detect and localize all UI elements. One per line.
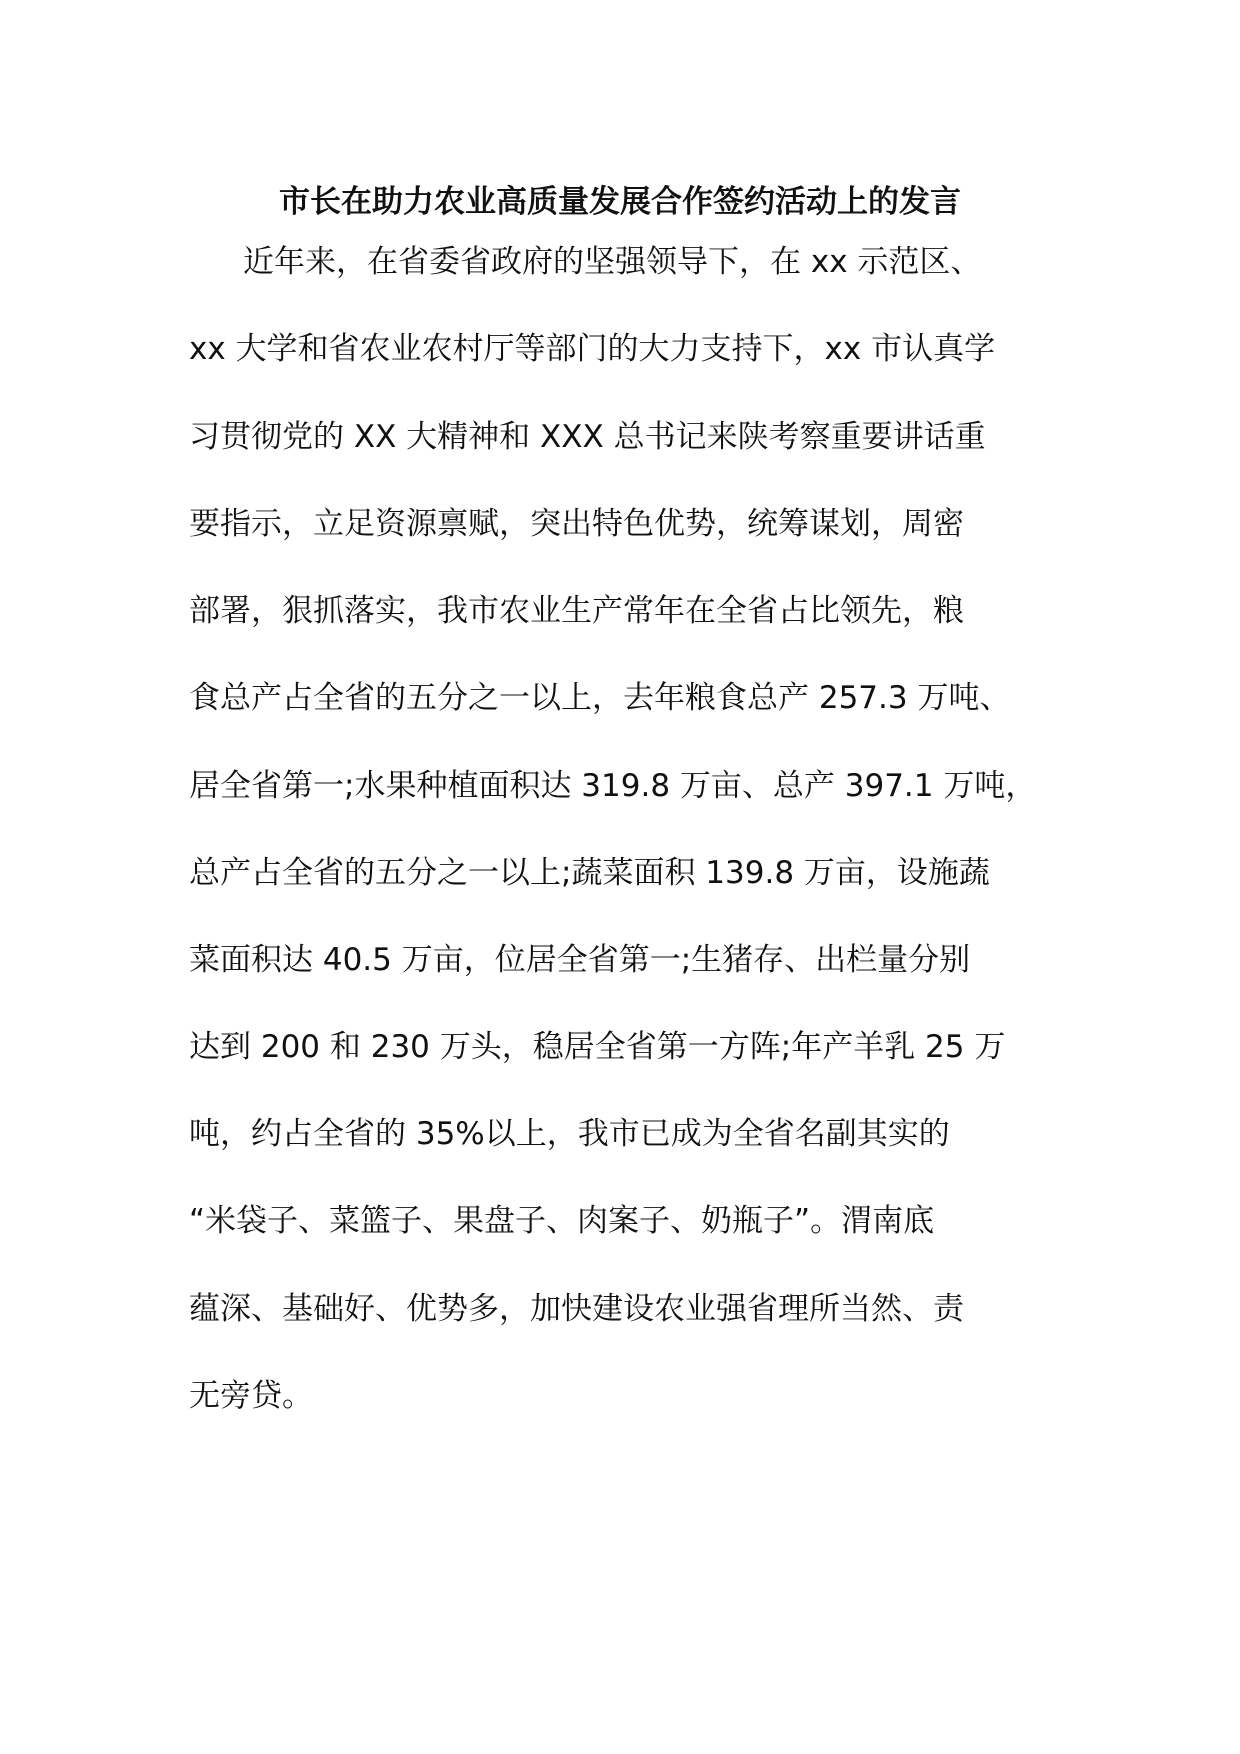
paragraph-line-13: 蕴深、基础好、优势多，加快建设农业强省理所当然、责 bbox=[189, 1291, 964, 1327]
paragraph-line-5: 部署，狠抓落实，我市农业生产常年在全省占比领先，粮 bbox=[189, 593, 964, 629]
paragraph-line-1: 近年来，在省委省政府的坚强领导下，在 xx 示范区、 bbox=[243, 244, 982, 280]
paragraph-line-6: 食总产占全省的五分之一以上，去年粮食总产 257.3 万吨、 bbox=[189, 680, 1011, 716]
paragraph-line-8: 总产占全省的五分之一以上;蔬菜面积 139.8 万亩，设施蔬 bbox=[189, 855, 990, 891]
paragraph-line-9: 菜面积达 40.5 万亩，位居全省第一;生猪存、出栏量分别 bbox=[189, 942, 971, 978]
paragraph-line-3: 习贯彻党的 XX 大精神和 XXX 总书记来陕考察重要讲话重 bbox=[189, 419, 986, 455]
paragraph-line-2: xx 大学和省农业农村厅等部门的大力支持下，xx 市认真学 bbox=[189, 331, 996, 367]
paragraph-line-11: 吨，约占全省的 35%以上，我市已成为全省名副其实的 bbox=[189, 1116, 950, 1152]
paragraph-line-12: “米袋子、菜篮子、果盘子、肉案子、奶瓶子”。渭南底 bbox=[189, 1203, 935, 1239]
paragraph-line-10: 达到 200 和 230 万头，稳居全省第一方阵;年产羊乳 25 万 bbox=[189, 1029, 1006, 1065]
paragraph-line-7: 居全省第一;水果种植面积达 319.8 万亩、总产 397.1 万吨， bbox=[189, 768, 1037, 804]
paragraph-line-4: 要指示，立足资源禀赋，突出特色优势，统筹谋划，周密 bbox=[189, 506, 964, 542]
document-title: 市长在助力农业高质量发展合作签约活动上的发言 bbox=[279, 184, 961, 220]
paragraph-line-14: 无旁贷。 bbox=[189, 1378, 313, 1414]
